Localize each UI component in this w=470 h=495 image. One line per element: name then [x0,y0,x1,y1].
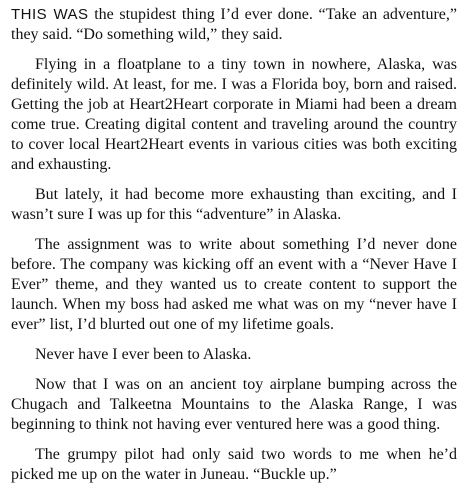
opening-small-caps: THIS WAS [11,6,89,23]
paragraph-floatplane: Flying in a floatplane to a tiny town in nowhere, Alaska, was definitely wild. At least, for me. I was a Florida boy, born and raised. Getting the job at Heart2Heart corporate in Miami had been a dream come true. Creating digital content and traveling around the country to cover local Heart2Heart events in various cities was both exciting and exhausting. [11,56,457,173]
paragraph-toy-airplane: Now that I was on an ancient toy airplane bumping across the Chugach and Talkeetna Mountains to the Alaska Range, I was beginning to think not having ever ventured here was a good thing. [11,376,457,433]
paragraph-exhausting: But lately, it had become more exhausting than exciting, and I wasn’t sure I was up for this “adventure” in Alaska. [11,186,457,223]
paragraph-assignment: The assignment was to write about something I’d never done before. The company was kicking off an event with a “Never Have I Ever” theme, and they wanted us to create content to support the launch. When my boss had asked me what was on my “never have I ever” list, I’d blurted out one of my lifetime goals. [11,236,457,333]
paragraph-grumpy-pilot: The grumpy pilot had only said two words to me when he’d picked me up on the water in Juneau. “Buckle up.” [11,446,457,483]
opening-paragraph [11,5,457,45]
paragraph-never-alaska: Never have I ever been to Alaska. [35,346,252,363]
book-page [11,5,457,495]
opening-text: the stupidest thing I’d ever done. “Take an adventure,” they said. “Do something wild,” they said. [11,6,458,43]
